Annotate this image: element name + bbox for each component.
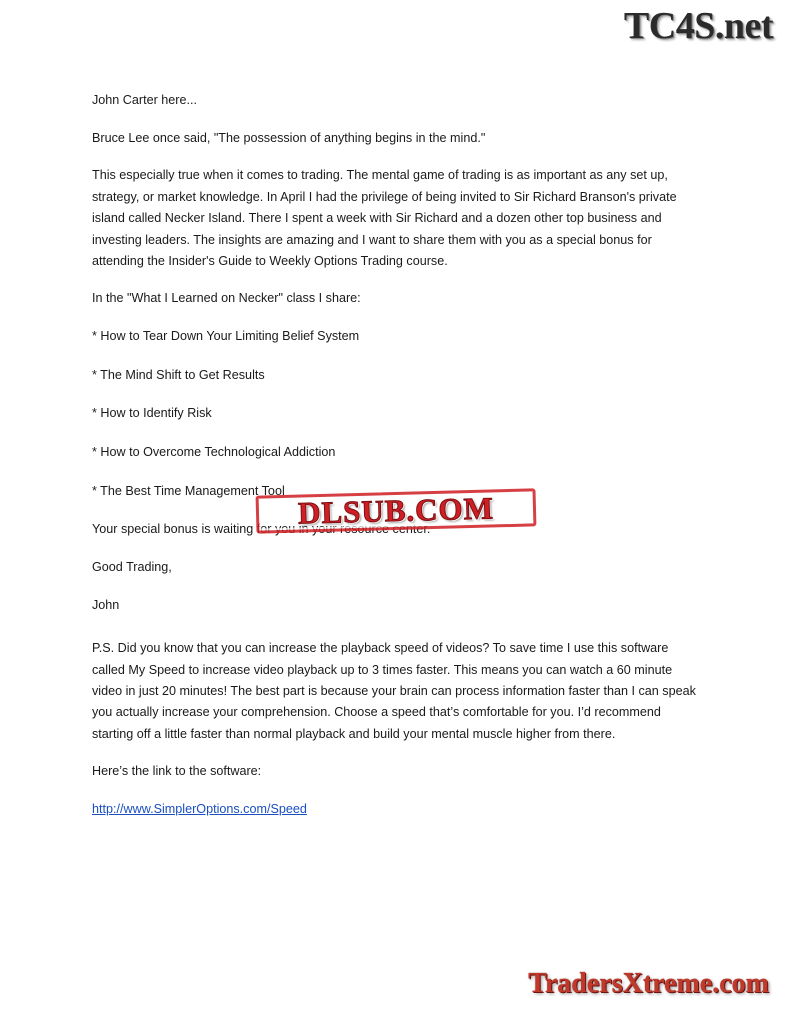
link-intro-line: Here’s the link to the software: (92, 764, 262, 779)
list-item: * How to Tear Down Your Limiting Belief System (92, 329, 360, 343)
list-item: * How to Overcome Technological Addiction (92, 444, 336, 459)
greeting-line: John Carter here... (92, 93, 197, 107)
signature-line: John (92, 597, 120, 612)
list-item: * How to Identify Risk (92, 406, 212, 421)
intro-paragraph: This especially true when it comes to trading. The mental game of trading is as important as any set up, strategy, or market knowledge. In April I had the privilege of being invited to Sir Richard Branson's private island called Necker Island. There I spent a week with Sir Richard and a dozen other top business and investing leaders. The insights are amazing and I want to share them with you as a special bonus for attending the Insider's Guide to Weekly Options Trading course. (92, 168, 677, 268)
watermark-center-stamp (256, 488, 537, 533)
software-link-paragraph (92, 799, 697, 821)
class-intro-line: In the "What I Learned on Necker" class I share: (92, 291, 361, 306)
watermark-top-right: TC4S.net (623, 5, 773, 47)
list-item: * The Best Time Management Tool (92, 483, 285, 498)
watermark-center-text: DLSUB.COM (297, 490, 495, 531)
software-link[interactable]: http://www.SimplerOptions.com/Speed (92, 801, 307, 816)
letter-body (92, 90, 697, 837)
watermark-bottom-right: TradersXtreme.com (528, 968, 769, 999)
quote-line: Bruce Lee once said, "The possession of anything begins in the mind." (92, 130, 486, 145)
signoff-line: Good Trading, (92, 559, 172, 574)
list-item: * The Mind Shift to Get Results (92, 367, 265, 382)
ps-paragraph: P.S. Did you know that you can increase the playback speed of videos? To save time I use this software called My Speed to increase video playback up to 3 times faster. This means you can watch a 60 minute video in just 20 minutes! The best part is because your brain can process information faster than I can speak you actually increase your comprehension. Choose a speed that’s comfortable for you. I’d recommend starting off a little faster than normal playback and build your mental muscle higher from there. (92, 641, 696, 741)
bonus-note: Your special bonus is waiting for you in your resource center. (92, 522, 431, 537)
